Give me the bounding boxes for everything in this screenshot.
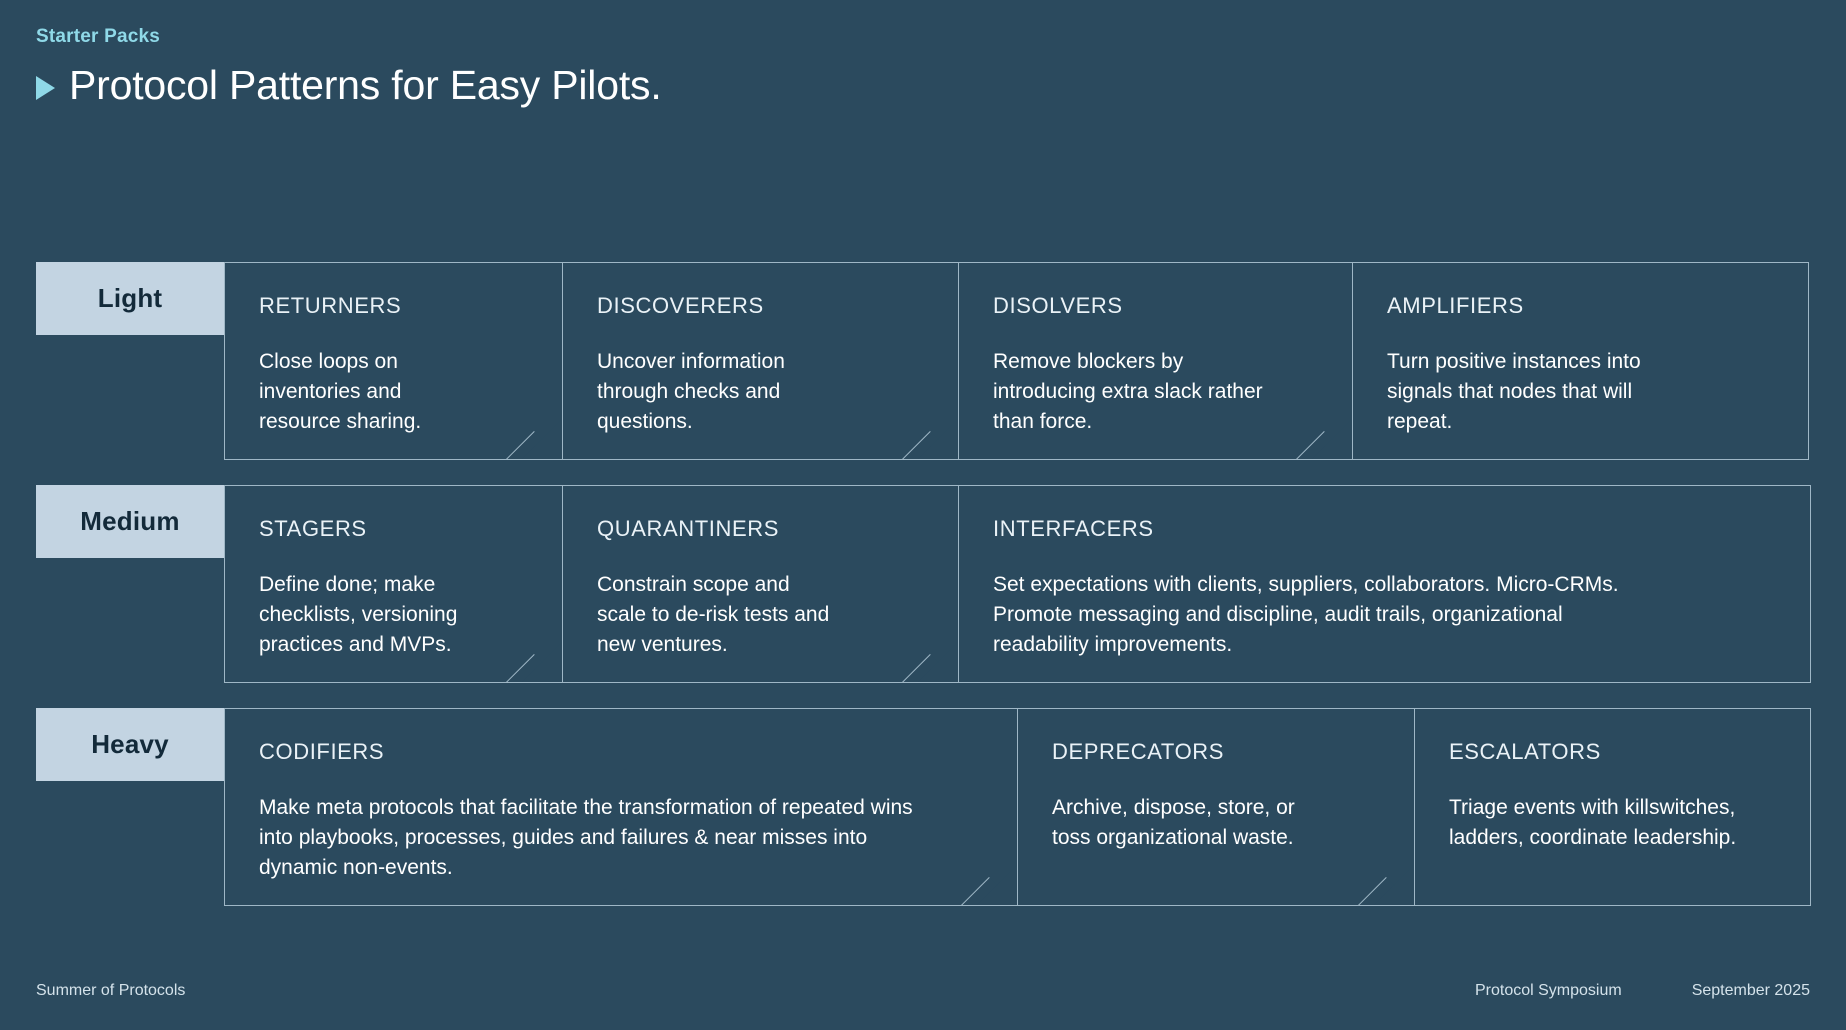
pattern-matrix	[36, 262, 1810, 906]
row-label-heavy: Heavy	[36, 708, 224, 781]
pattern-card-stagers[interactable]	[224, 485, 563, 683]
card-title: ESCALATORS	[1449, 739, 1601, 764]
pattern-card-deprecators[interactable]	[1017, 708, 1415, 906]
card-body: Archive, dispose, store, or toss organizational waste.	[1052, 796, 1295, 849]
footer-date-text: September 2025	[1691, 982, 1810, 999]
card-title: DEPRECATORS	[1052, 739, 1225, 764]
card-title: STAGERS	[259, 516, 367, 541]
pattern-card-disolvers[interactable]	[958, 262, 1353, 460]
card-body: Triage events with killswitches, ladders, coordinate leadership.	[1449, 796, 1737, 849]
card-title: DISOLVERS	[993, 293, 1123, 318]
matrix-row-medium	[36, 485, 1810, 683]
row-label-light: Light	[36, 262, 224, 335]
matrix-row-heavy	[36, 708, 1810, 906]
row-cells-heavy	[224, 708, 1811, 906]
row-label-medium: Medium	[36, 485, 224, 558]
matrix-row-light	[36, 262, 1810, 460]
card-title: INTERFACERS	[993, 516, 1154, 541]
card-title: CODIFIERS	[259, 739, 385, 764]
card-body: Make meta protocols that facilitate the transformation of repeated wins into playbooks, processes, guides and failures & near misses into dynamic non-events.	[259, 796, 913, 879]
eyebrow-label: Starter Packs	[36, 26, 161, 47]
play-triangle-icon	[36, 76, 55, 100]
card-body: Constrain scope and scale to de-risk tests and new ventures.	[597, 573, 830, 656]
footer-left-text: Summer of Protocols	[36, 982, 186, 999]
pattern-card-interfacers[interactable]	[958, 485, 1811, 683]
card-title: RETURNERS	[259, 293, 402, 318]
pattern-card-quarantiners[interactable]	[562, 485, 959, 683]
pattern-card-amplifiers[interactable]	[1352, 262, 1809, 460]
footer-right-group	[1475, 982, 1810, 1000]
pattern-card-returners[interactable]	[224, 262, 563, 460]
title-row	[36, 62, 662, 109]
card-title: DISCOVERERS	[597, 293, 764, 318]
card-body: Define done; make checklists, versioning practices and MVPs.	[259, 573, 458, 656]
row-cells-light	[224, 262, 1810, 460]
footer-center-text: Protocol Symposium	[1474, 982, 1622, 999]
card-body: Uncover information through checks and questions.	[597, 350, 785, 433]
card-body: Set expectations with clients, suppliers, collaborators. Micro-CRMs. Promote messaging and discipline, audit trails, organizational readability improvements.	[993, 573, 1619, 656]
card-body: Remove blockers by introducing extra slack rather than force.	[993, 350, 1263, 433]
slide-header	[36, 26, 662, 109]
card-title: QUARANTINERS	[597, 516, 779, 541]
pattern-card-codifiers[interactable]	[224, 708, 1018, 906]
card-body: Turn positive instances into signals that nodes that will repeat.	[1387, 350, 1641, 433]
row-cells-medium	[224, 485, 1811, 683]
card-title: AMPLIFIERS	[1387, 293, 1524, 318]
pattern-card-discoverers[interactable]	[562, 262, 959, 460]
slide-footer	[36, 982, 1810, 1000]
page-title: Protocol Patterns for Easy Pilots.	[69, 62, 662, 108]
pattern-card-escalators[interactable]	[1414, 708, 1811, 906]
card-body: Close loops on inventories and resource sharing.	[259, 350, 422, 433]
